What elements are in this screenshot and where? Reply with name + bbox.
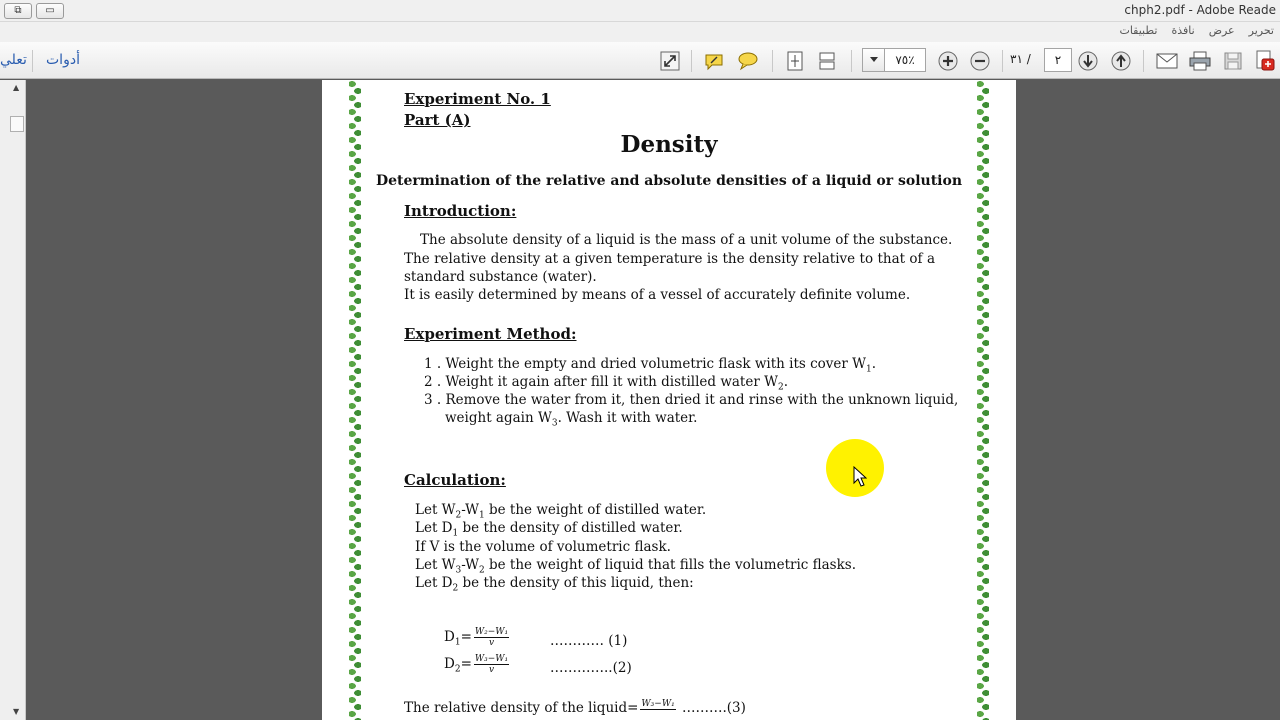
sticky-note-icon [704, 51, 726, 71]
calc-text: be the weight of liquid that fills the volumetric flasks. [484, 557, 857, 573]
fraction-numerator: W₃−W₁ [474, 654, 509, 664]
sticky-note-button[interactable] [702, 49, 728, 73]
experiment-number: Experiment No. 1 [404, 90, 551, 108]
comment-button[interactable] [735, 49, 761, 73]
eq-lhs: D [444, 656, 455, 672]
fit-page-button[interactable] [782, 49, 808, 73]
calculation-heading: Calculation: [404, 471, 506, 489]
mouse-pointer-icon [853, 466, 867, 488]
step-text: Weight the empty and dried volumetric flask with its cover W [445, 356, 867, 372]
calc-text: -W [461, 502, 479, 518]
toolbar-separator [1143, 50, 1144, 72]
calc-subscript: 3 [455, 565, 462, 576]
calculation-line [415, 502, 706, 521]
fraction [474, 654, 509, 675]
calculation-line [415, 520, 683, 539]
expand-icon [660, 51, 680, 71]
scroll-up-arrow-icon[interactable]: ▲ [13, 83, 20, 92]
equation-1-number: ………… (1) [550, 633, 628, 649]
step-number: 3 . [424, 392, 442, 408]
eq3-text: The relative density of the liquid= [404, 700, 639, 716]
eq-sign: = [460, 629, 472, 645]
intro-paragraph-line: It is easily determined by means of a vessel of accurately definite volume. [404, 287, 911, 303]
intro-paragraph-line: The relative density at a given temperature is the density relative to that of a [404, 251, 935, 267]
document-title: Density [620, 131, 718, 158]
step-text: Weight it again after fill it with distilled water W [445, 374, 778, 390]
document-subtitle: Determination of the relative and absolute densities of a liquid or solution [375, 173, 963, 189]
page-number-input[interactable]: ٢ [1044, 48, 1072, 72]
fraction [474, 627, 509, 648]
method-step [424, 374, 788, 393]
toolbar [0, 42, 1280, 79]
window-title: chph2.pdf - Adobe Reade [1124, 3, 1276, 17]
create-pdf-button[interactable] [1252, 49, 1278, 73]
plus-circle-icon [938, 51, 958, 71]
zoom-input[interactable]: ٧٥٪ [884, 48, 926, 72]
toolbar-separator [691, 50, 692, 72]
toolbar-separator [32, 50, 33, 72]
calc-text: Let D [415, 520, 453, 536]
equation-2-number: …………..(2) [550, 660, 632, 676]
scroll-down-arrow-icon[interactable]: ▼ [13, 707, 20, 716]
calc-text: Let W [415, 502, 456, 518]
intro-paragraph-line: standard substance (water). [404, 269, 597, 285]
calc-subscript: 2 [478, 565, 485, 576]
calc-text: be the density of distilled water. [458, 520, 683, 536]
step-number: 2 . [424, 374, 442, 390]
tools-pane-button[interactable]: أدوات [46, 52, 80, 68]
toolbar-separator [851, 50, 852, 72]
arrow-up-circle-icon [1111, 51, 1131, 71]
calc-text: -W [461, 557, 479, 573]
minimize-button[interactable]: ▭ [36, 3, 64, 19]
email-button[interactable] [1154, 49, 1180, 73]
method-step [424, 356, 876, 375]
document-content [322, 80, 1016, 720]
calc-text: Let W [415, 557, 456, 573]
eq-sign: = [460, 656, 472, 672]
step-tail: . Wash it with water. [557, 410, 698, 426]
menu-applications[interactable]: تطبيقات [1119, 24, 1158, 37]
step-number: 1 . [424, 356, 442, 372]
comment-pane-button[interactable]: تعلي [0, 52, 27, 68]
method-heading: Experiment Method: [404, 325, 577, 343]
envelope-icon [1156, 52, 1178, 70]
zoom-in-button[interactable] [935, 49, 961, 73]
calc-subscript: 1 [452, 528, 459, 539]
intro-paragraph-line: The absolute density of a liquid is the mass of a unit volume of the substance. [420, 232, 953, 248]
fullscreen-button[interactable] [657, 49, 683, 73]
navigation-pane-strip [0, 80, 26, 720]
step-subscript: 3 [551, 418, 558, 429]
calculation-line [415, 557, 856, 576]
page-count: ٣١ / [1010, 52, 1031, 66]
step-text: weight again W [445, 410, 552, 426]
eq-subscript: 1 [454, 637, 461, 648]
step-subscript: 1 [866, 364, 872, 375]
title-bar [0, 0, 1280, 22]
page-scroll-icon [817, 51, 837, 71]
fraction-denominator: v [488, 665, 495, 675]
create-pdf-icon [1254, 50, 1276, 72]
scrollbar-thumb[interactable] [10, 116, 24, 132]
arrow-down-circle-icon [1078, 51, 1098, 71]
step-tail: . [783, 374, 788, 390]
equation-1 [444, 627, 511, 648]
fraction-numerator: W₂−W₁ [474, 627, 509, 637]
step-text: Remove the water from it, then dried it and rinse with the unknown liquid, [445, 392, 959, 408]
calc-text: be the density of this liquid, then: [458, 575, 694, 591]
floppy-disk-icon [1223, 51, 1243, 71]
zoom-dropdown-button[interactable] [862, 48, 884, 72]
pdf-page [322, 80, 1016, 720]
eq-subscript: 2 [454, 664, 461, 675]
zoom-out-button[interactable] [967, 49, 993, 73]
menu-bar [0, 22, 1280, 42]
printer-icon [1189, 51, 1211, 71]
speech-bubble-icon [737, 51, 759, 71]
equation-2 [444, 654, 511, 675]
toolbar-separator [1002, 50, 1003, 72]
calc-subscript: 2 [455, 510, 462, 521]
scroll-mode-button[interactable] [814, 49, 840, 73]
fit-page-icon [785, 51, 805, 71]
step-tail: . [871, 356, 877, 372]
menu-edit[interactable]: تحرير [1248, 24, 1274, 37]
calculation-line [415, 575, 694, 594]
calc-subscript: 1 [478, 510, 485, 521]
eq-lhs: D [444, 629, 455, 645]
menu-window[interactable]: نافذة [1171, 24, 1195, 37]
minus-circle-icon [970, 51, 990, 71]
introduction-heading: Introduction: [404, 202, 517, 220]
eq3-number: ……….(3) [681, 700, 746, 716]
chevron-down-icon [870, 57, 878, 63]
next-page-button[interactable] [1075, 49, 1101, 73]
calc-text: be the weight of distilled water. [484, 502, 707, 518]
menu-view[interactable]: عرض [1208, 24, 1235, 37]
calc-subscript: 2 [452, 583, 459, 594]
method-step-continuation [445, 410, 697, 429]
fraction-numerator: W₃−W₁ [641, 699, 675, 709]
step-subscript: 2 [777, 382, 784, 393]
part-label: Part (A) [404, 111, 471, 129]
restore-button[interactable]: ⧉ [4, 3, 32, 19]
fraction [640, 699, 675, 710]
toolbar-separator [772, 50, 773, 72]
calculation-line: If V is the volume of volumetric flask. [415, 539, 671, 555]
print-button[interactable] [1187, 49, 1213, 73]
equation-3 [404, 699, 746, 716]
save-button[interactable] [1220, 49, 1246, 73]
calc-text: Let D [415, 575, 453, 591]
method-step [424, 392, 959, 408]
previous-page-button[interactable] [1108, 49, 1134, 73]
fraction-denominator: v [488, 638, 495, 648]
